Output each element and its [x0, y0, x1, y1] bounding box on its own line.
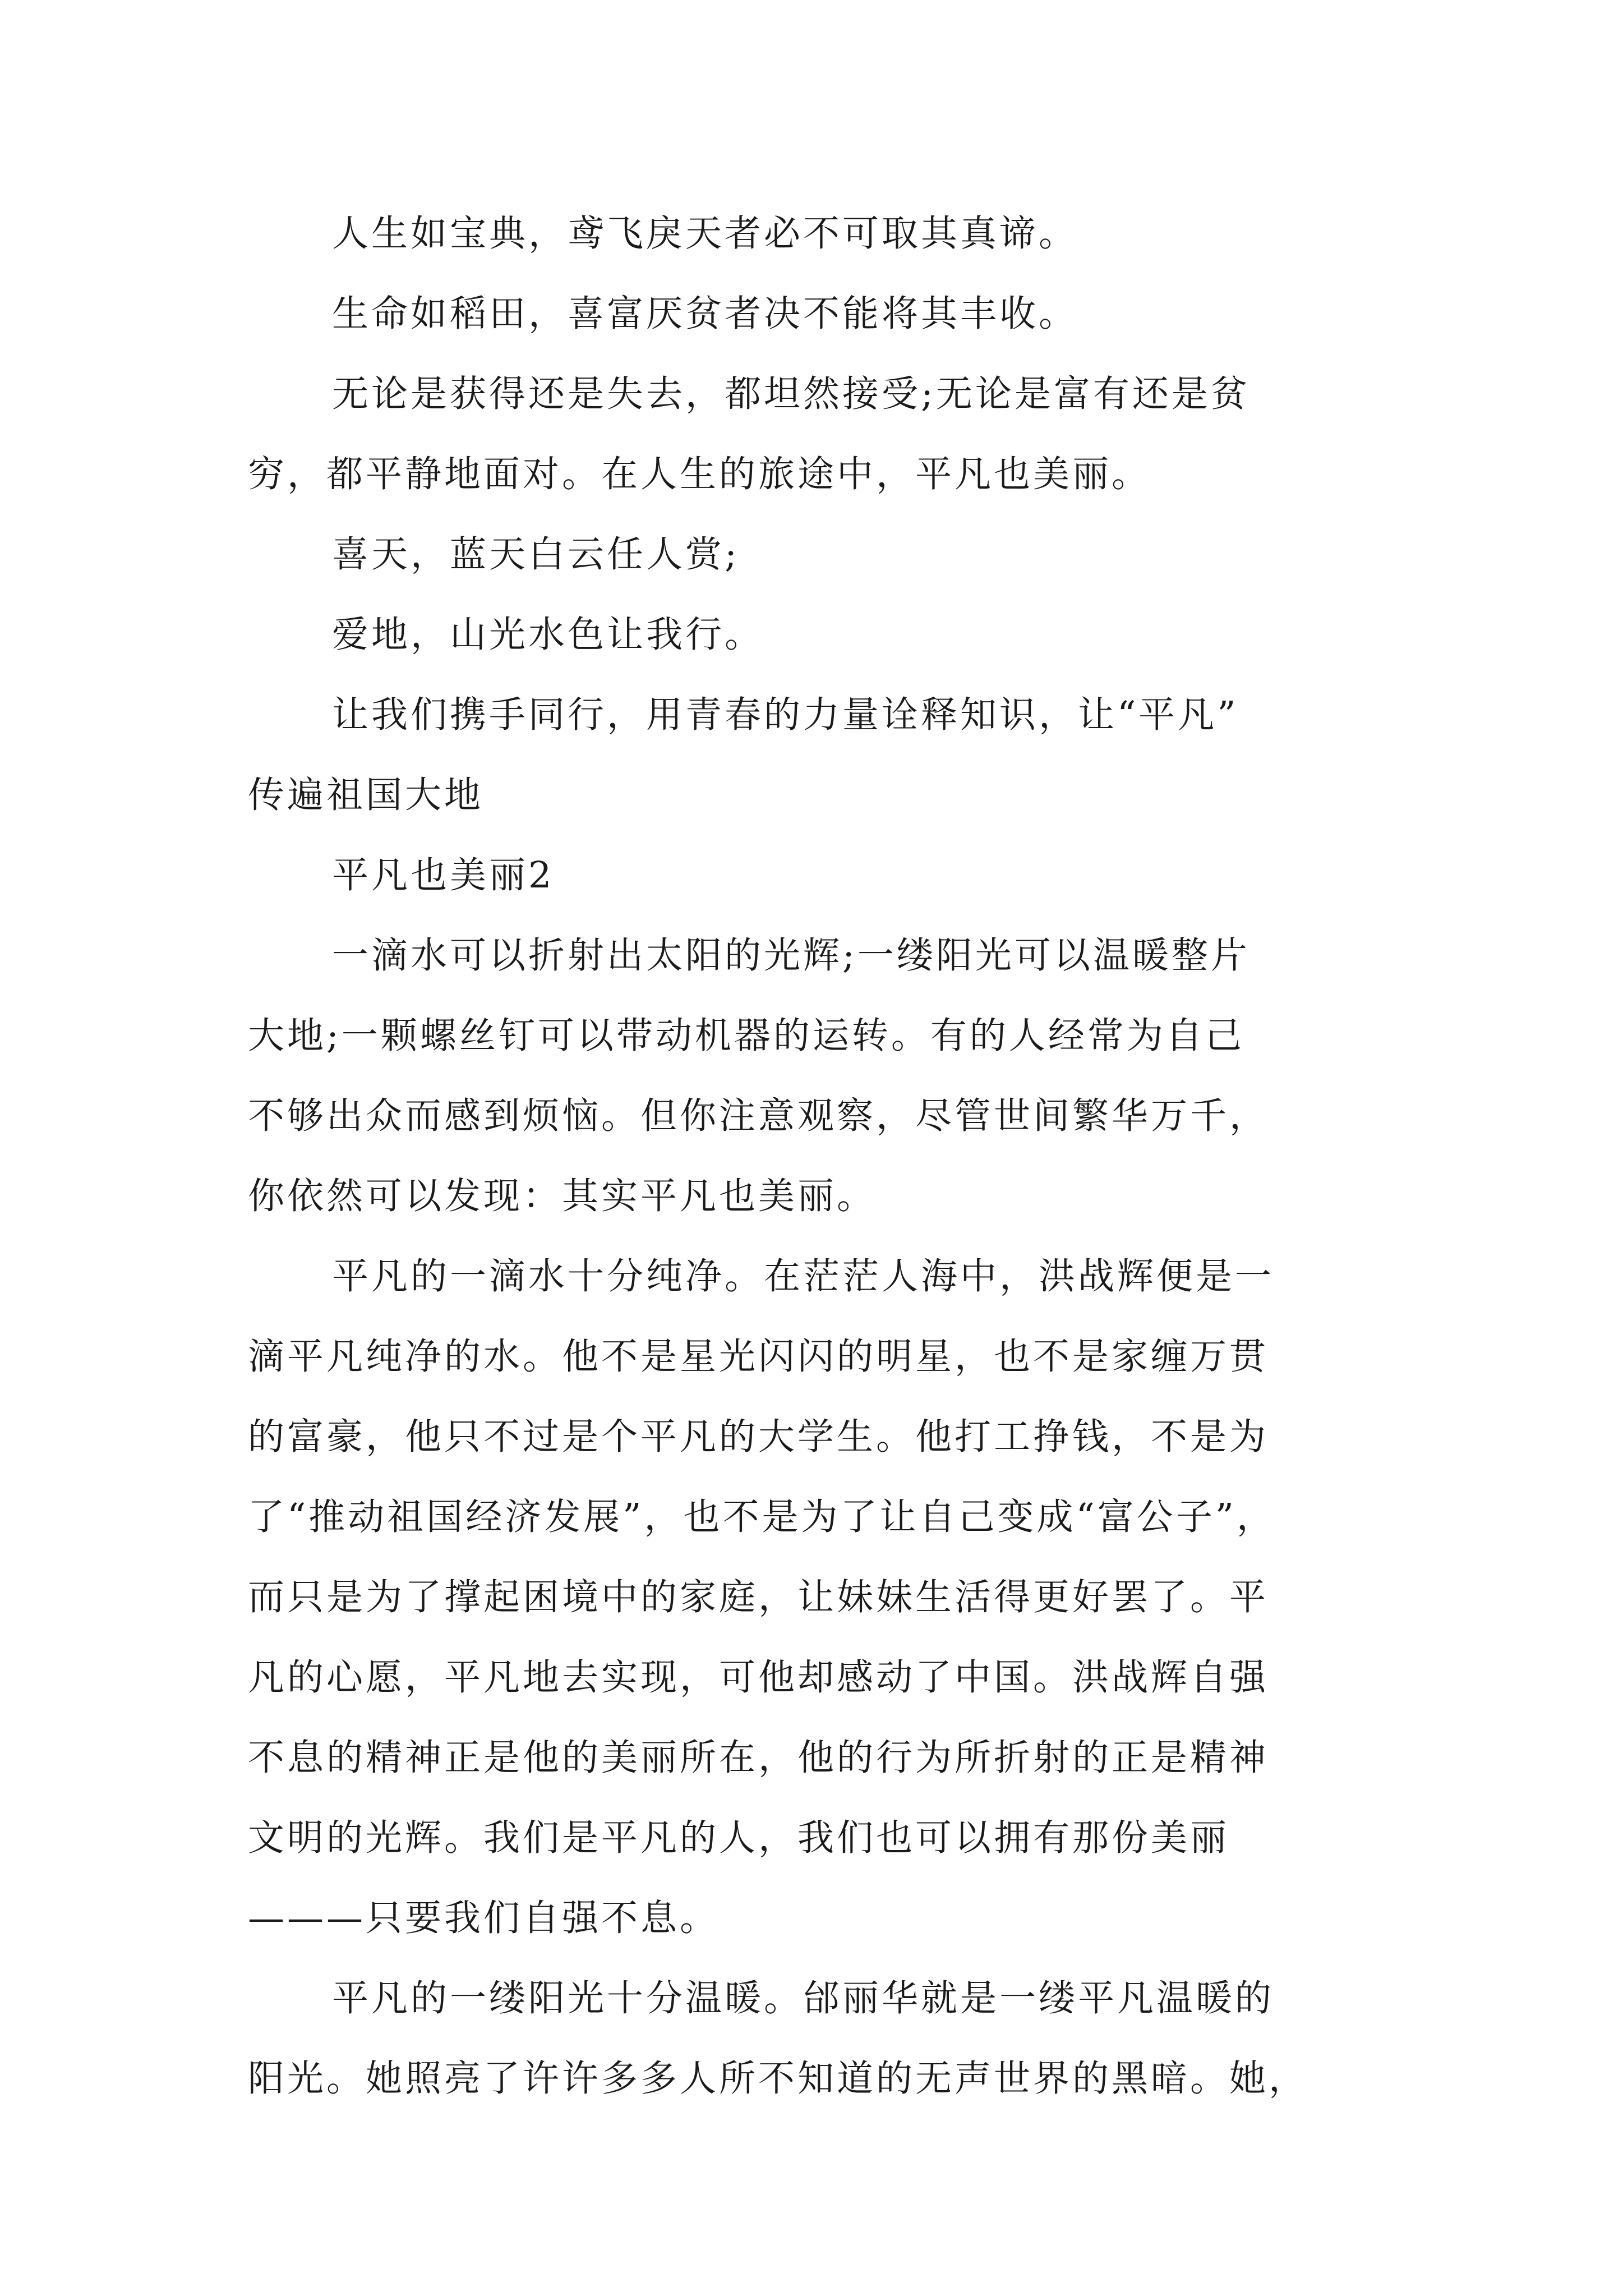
paragraph	[248, 274, 1386, 354]
text-line: 了“推动祖国经济发展”，也不是为了让自己变成“富公子”，	[248, 1496, 1276, 1538]
text-line: ———只要我们自强不息。	[248, 1897, 720, 1939]
text-line: 喜天，蓝天白云任人赏;	[332, 533, 740, 576]
paragraph	[248, 1958, 1386, 2119]
paragraph	[248, 675, 1386, 835]
text-line: 不息的精神正是他的美丽所在，他的行为所折射的正是精神	[248, 1737, 1269, 1779]
text-line: 而只是为了撑起困境中的家庭，让妹妹生活得更好罢了。平	[248, 1576, 1269, 1618]
text-line: 生命如稻田，喜富厌贫者决不能将其丰收。	[332, 293, 1078, 335]
paragraph	[248, 595, 1386, 675]
text-line: 不够出众而感到烦恼。但你注意观察，尽管世间繁华万千，	[248, 1095, 1269, 1137]
text-line: 无论是获得还是失去，都坦然接受;无论是富有还是贫	[332, 373, 1250, 415]
paragraph	[248, 194, 1386, 274]
text-line: 滴平凡纯净的水。他不是星光闪闪的明星，也不是家缠万贯	[248, 1336, 1269, 1378]
text-line: 传遍祖国大地	[248, 774, 484, 816]
text-line: 的富豪，他只不过是个平凡的大学生。他打工挣钱，不是为	[248, 1416, 1269, 1458]
paragraph	[248, 354, 1386, 514]
text-line: 人生如宝典，鸢飞戾天者必不可取其真谛。	[332, 213, 1078, 255]
text-line: 文明的光辉。我们是平凡的人，我们也可以拥有那份美丽	[248, 1817, 1230, 1859]
text-line: 大地;一颗螺丝钉可以带动机器的运转。有的人经常为自己	[248, 1015, 1244, 1057]
heading-text: 平凡也美丽2	[332, 854, 555, 896]
text-line: 你依然可以发现：其实平凡也美丽。	[248, 1175, 877, 1217]
text-line: 平凡的一缕阳光十分温暖。邰丽华就是一缕平凡温暖的	[332, 1977, 1275, 2019]
text-line: 爱地，山光水色让我行。	[332, 614, 764, 656]
paragraph	[248, 514, 1386, 595]
document-body	[248, 194, 1386, 2119]
text-line: 阳光。她照亮了许许多多人所不知道的无声世界的黑暗。她，	[248, 2058, 1308, 2100]
text-line: 让我们携手同行，用青春的力量诠释知识，让“平凡”	[332, 694, 1239, 736]
text-line: 凡的心愿，平凡地去实现，可他却感动了中国。洪战辉自强	[248, 1657, 1269, 1699]
paragraph	[248, 915, 1386, 1236]
section-heading	[248, 835, 1386, 915]
text-line: 一滴水可以折射出太阳的光辉;一缕阳光可以温暖整片	[332, 935, 1250, 977]
paragraph	[248, 1236, 1386, 1958]
text-line: 平凡的一滴水十分纯净。在茫茫人海中，洪战辉便是一	[332, 1255, 1275, 1297]
text-line: 穷，都平静地面对。在人生的旅途中，平凡也美丽。	[248, 453, 1151, 495]
